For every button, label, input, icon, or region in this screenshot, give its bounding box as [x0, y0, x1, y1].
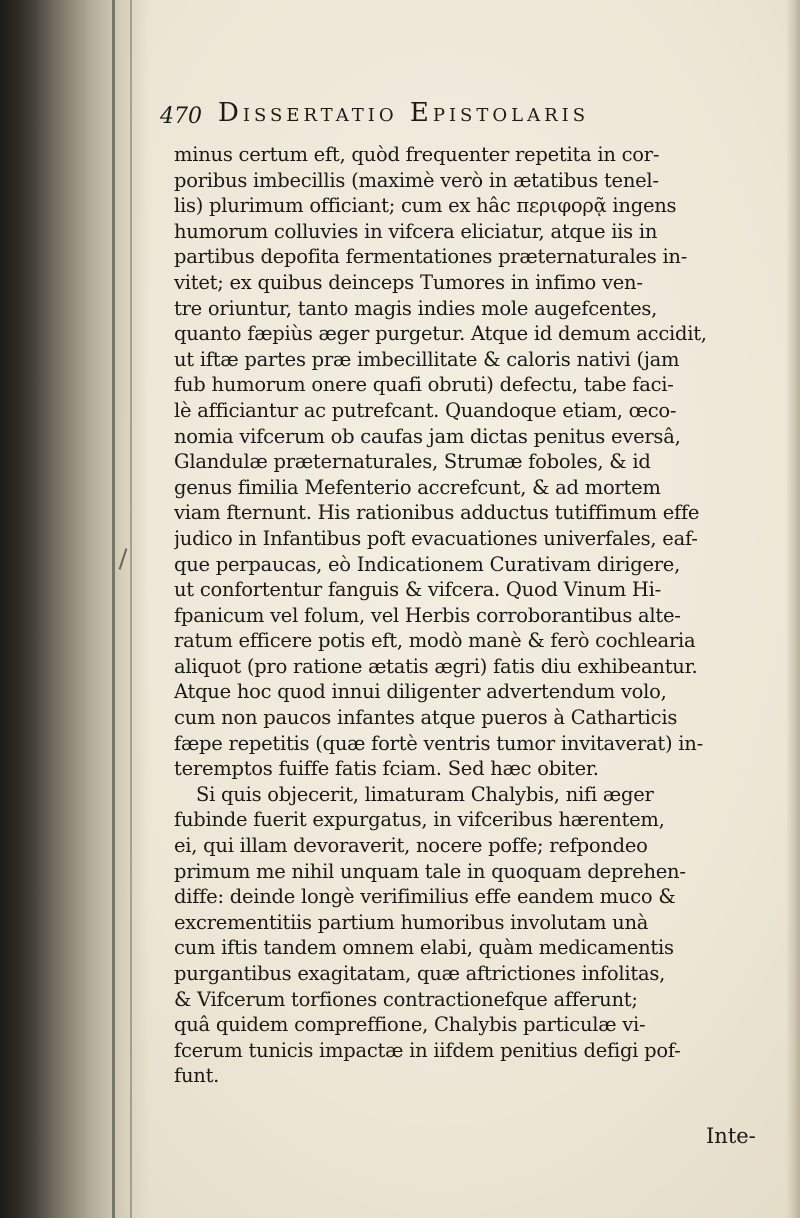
running-head: [160, 98, 780, 138]
text-line: excrementitiis partium humoribus involutam unà: [174, 910, 649, 934]
page-number: 470: [160, 104, 202, 129]
text-line: Glandulæ præternaturales, Strumæ foboles, & id: [174, 450, 651, 474]
text-line: nomia vifcerum ob caufas jam dictas penitus eversâ,: [174, 424, 681, 448]
text-line: teremptos fuiffe fatis fciam. Sed hæc obiter.: [174, 757, 599, 781]
text-line: ratum efficere potis eft, modò manè & ferò cochlearia: [174, 629, 696, 653]
body-text: [174, 142, 786, 1089]
text-line: funt.: [174, 1064, 220, 1088]
text-line: ei, qui illam devoraverit, nocere poffe; refpondeo: [174, 834, 648, 858]
text-line: Atque hoc quod innui diligenter advertendum volo,: [174, 680, 667, 704]
text-line: fæpe repetitis (quæ fortè ventris tumor invitaverat) in-: [174, 731, 703, 755]
text-line: poribus imbecillis (maximè verò in ætatibus tenel-: [174, 168, 659, 192]
text-line: que perpaucas, eò Indicationem Curativam dirigere,: [174, 552, 681, 576]
text-line: & Vifcerum torfiones contractionefque afferunt;: [174, 987, 638, 1011]
text-line: judico in Infantibus poft evacuationes univerfales, eaf-: [174, 526, 698, 550]
text-line: aliquot (pro ratione ætatis ægri) fatis diu exhibeantur.: [174, 654, 698, 678]
running-title: Dissertatio Epistolaris: [218, 98, 590, 128]
binding-fold-line: [112, 0, 115, 1218]
text-line: quâ quidem compreffione, Chalybis particulæ vi-: [174, 1013, 646, 1037]
text-line: lè afficiantur ac putrefcant. Quandoque etiam, œco-: [174, 398, 677, 422]
text-line: diffe: deinde longè verifimilius effe eandem muco &: [174, 885, 676, 909]
page-edge-shadow: [786, 0, 800, 1218]
text-line: quanto fæpiùs æger purgetur. Atque id demum accidit,: [174, 322, 707, 346]
text-line: lis) plurimum officiant; cum ex hâc περιφορᾷ ingens: [174, 194, 677, 218]
text-line: genus fimilia Mefenterio accrefcunt, & ad mortem: [174, 475, 661, 499]
text-line: fubinde fuerit expurgatus, in vifceribus hærentem,: [174, 808, 665, 832]
text-line: tre oriuntur, tanto magis indies mole augefcentes,: [174, 296, 658, 320]
text-line: viam fternunt. His rationibus adductus tutiffimum effe: [174, 501, 700, 525]
text-line: partibus depofita fermentationes præternaturales in-: [174, 245, 688, 269]
text-line: cum non paucos infantes atque pueros à Catharticis: [174, 706, 678, 730]
book-binding-shadow: [0, 0, 150, 1218]
text-line: Si quis objecerit, limaturam Chalybis, nifi æger: [196, 782, 654, 806]
text-line: cum iftis tandem omnem elabi, quàm medicamentis: [174, 936, 674, 960]
text-line: fub humorum onere quafi obruti) defectu, tabe faci-: [174, 373, 674, 397]
text-line: ut iftæ partes præ imbecillitate & caloris nativi (jam: [174, 347, 680, 371]
text-line: purgantibus exagitatam, quæ aftrictiones infolitas,: [174, 962, 666, 985]
catchword: Inte-: [706, 1124, 756, 1148]
text-line: fpanicum vel folum, vel Herbis corroborantibus alte-: [174, 603, 681, 627]
text-line: ut confortentur fanguis & vifcera. Quod Vinum Hi-: [174, 578, 661, 602]
text-line: humorum colluvies in vifcera eliciatur, atque iis in: [174, 219, 658, 243]
text-line: primum me nihil unquam tale in quoquam deprehen-: [174, 859, 686, 883]
text-line: minus certum eft, quòd frequenter repetita in cor-: [174, 143, 660, 166]
text-line: vitet; ex quibus deinceps Tumores in infimo ven-: [174, 270, 643, 294]
binding-fold-line: [130, 0, 132, 1218]
text-line: fcerum tunicis impactæ in iifdem penitius defigi pof-: [174, 1038, 681, 1062]
